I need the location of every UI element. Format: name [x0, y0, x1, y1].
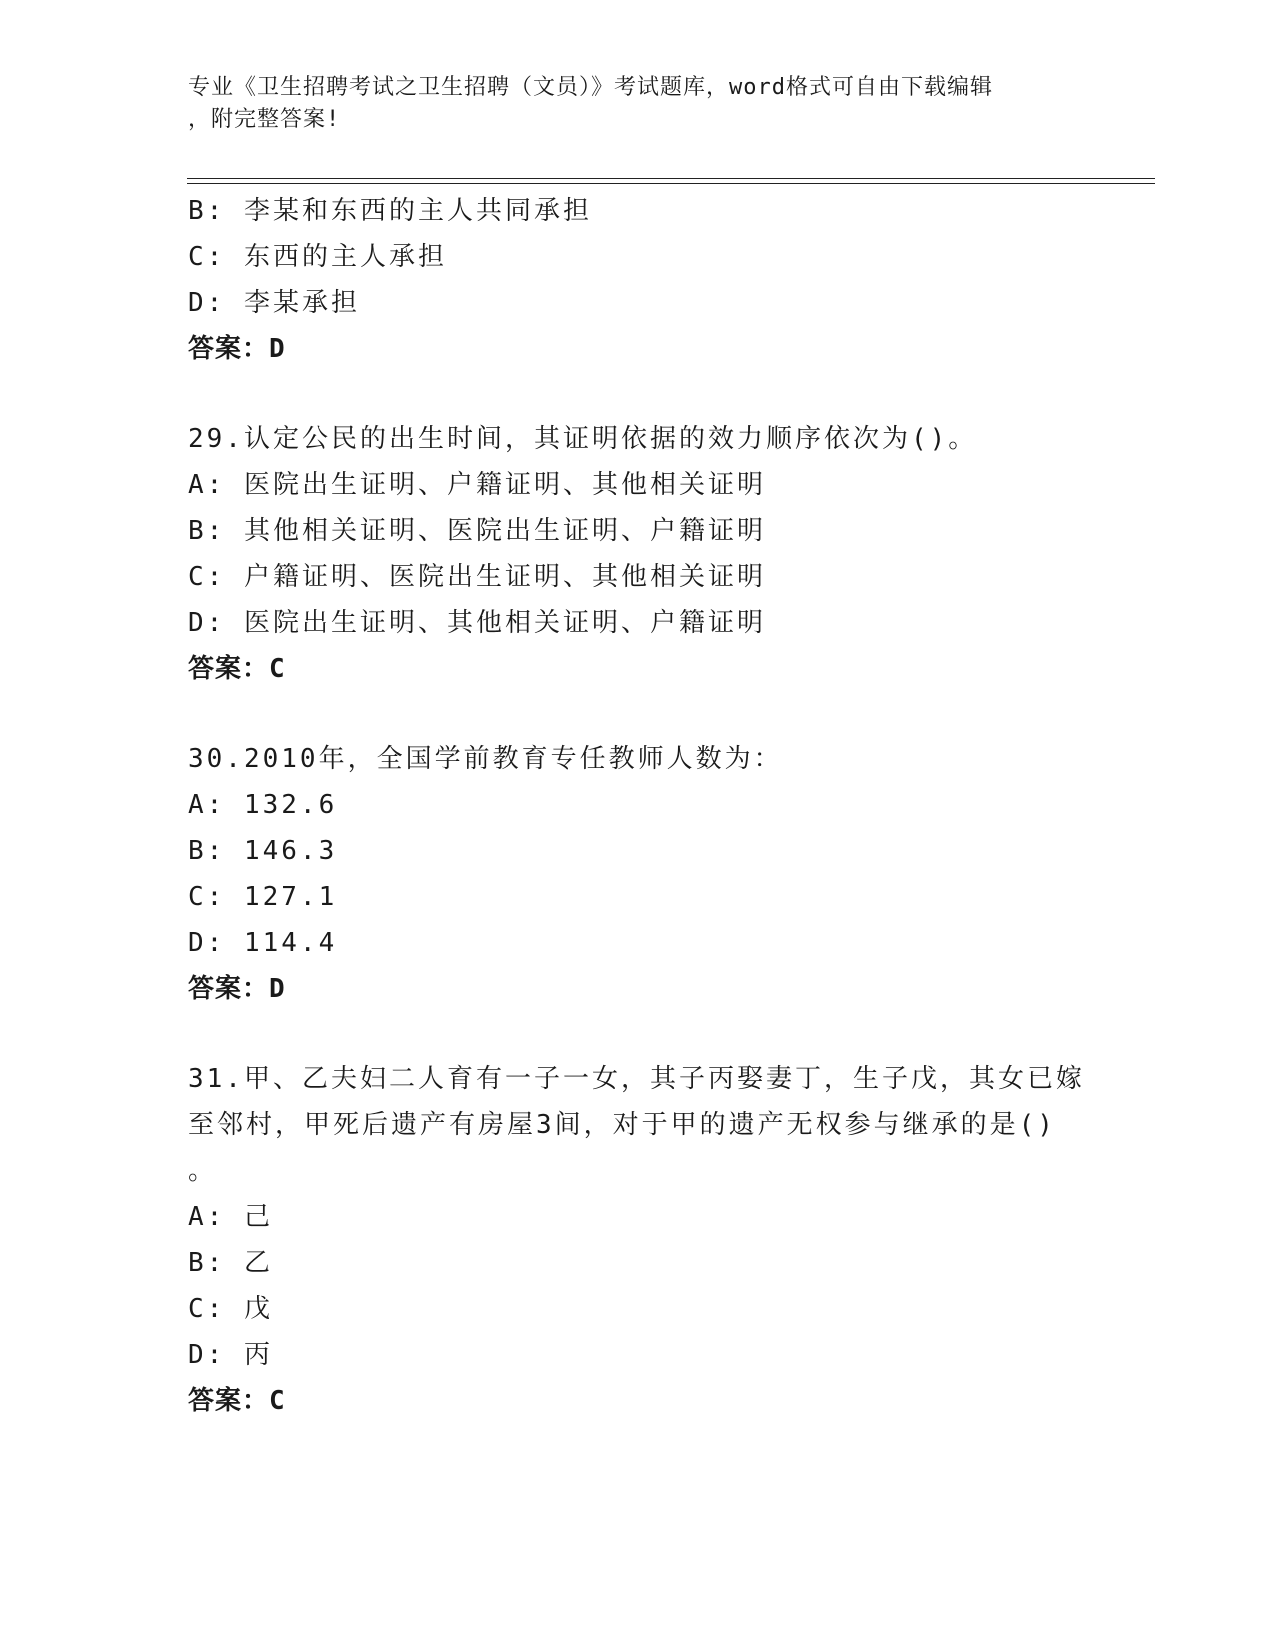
header-rule-bottom: [187, 183, 1155, 184]
option-a: A: 己: [188, 1202, 273, 1232]
option-c: C: 户籍证明、医院出生证明、其他相关证明: [188, 562, 766, 592]
question-30-block: [188, 736, 1088, 1012]
option-b: B: 李某和东西的主人共同承担: [188, 196, 592, 226]
option-a: A: 132.6: [188, 790, 338, 820]
prev-question-block: [188, 188, 1088, 372]
option-a: A: 医院出生证明、户籍证明、其他相关证明: [188, 470, 766, 500]
option-d: D: 114.4: [188, 928, 338, 958]
question-text-line-3: 。: [188, 1156, 218, 1186]
header-rule-top: [187, 178, 1155, 179]
answer-line: 答案：D: [188, 974, 286, 1004]
option-b: B: 其他相关证明、医院出生证明、户籍证明: [188, 516, 766, 546]
question-29-block: [188, 416, 1088, 692]
answer-line: 答案：D: [188, 334, 286, 364]
question-text: 30.2010年，全国学前教育专任教师人数为：: [188, 744, 783, 774]
answer-line: 答案：C: [188, 654, 286, 684]
header-line-1: 专业《卫生招聘考试之卫生招聘（文员）》考试题库，word格式可自由下载编辑: [188, 75, 993, 100]
option-d: D: 丙: [188, 1340, 273, 1370]
option-c: C: 东西的主人承担: [188, 242, 447, 272]
option-d: D: 李某承担: [188, 288, 360, 318]
question-text-line-1: 31.甲、乙夫妇二人育有一子一女，其子丙娶妻丁，生子戊，其女已嫁: [188, 1064, 1085, 1094]
question-text: 29.认定公民的出生时间，其证明依据的效力顺序依次为()。: [188, 424, 978, 454]
option-b: B: 146.3: [188, 836, 338, 866]
option-b: B: 乙: [188, 1248, 273, 1278]
question-text-line-2: 至邻村，甲死后遗产有房屋3间，对于甲的遗产无权参与继承的是(): [188, 1110, 1056, 1140]
answer-line: 答案：C: [188, 1386, 286, 1416]
option-d: D: 医院出生证明、其他相关证明、户籍证明: [188, 608, 766, 638]
header-line-2: ，附完整答案!: [188, 107, 341, 132]
document-body: [188, 188, 1088, 1424]
question-31-block: [188, 1056, 1088, 1424]
option-c: C: 戊: [188, 1294, 273, 1324]
option-c: C: 127.1: [188, 882, 338, 912]
document-header: [188, 72, 1078, 136]
